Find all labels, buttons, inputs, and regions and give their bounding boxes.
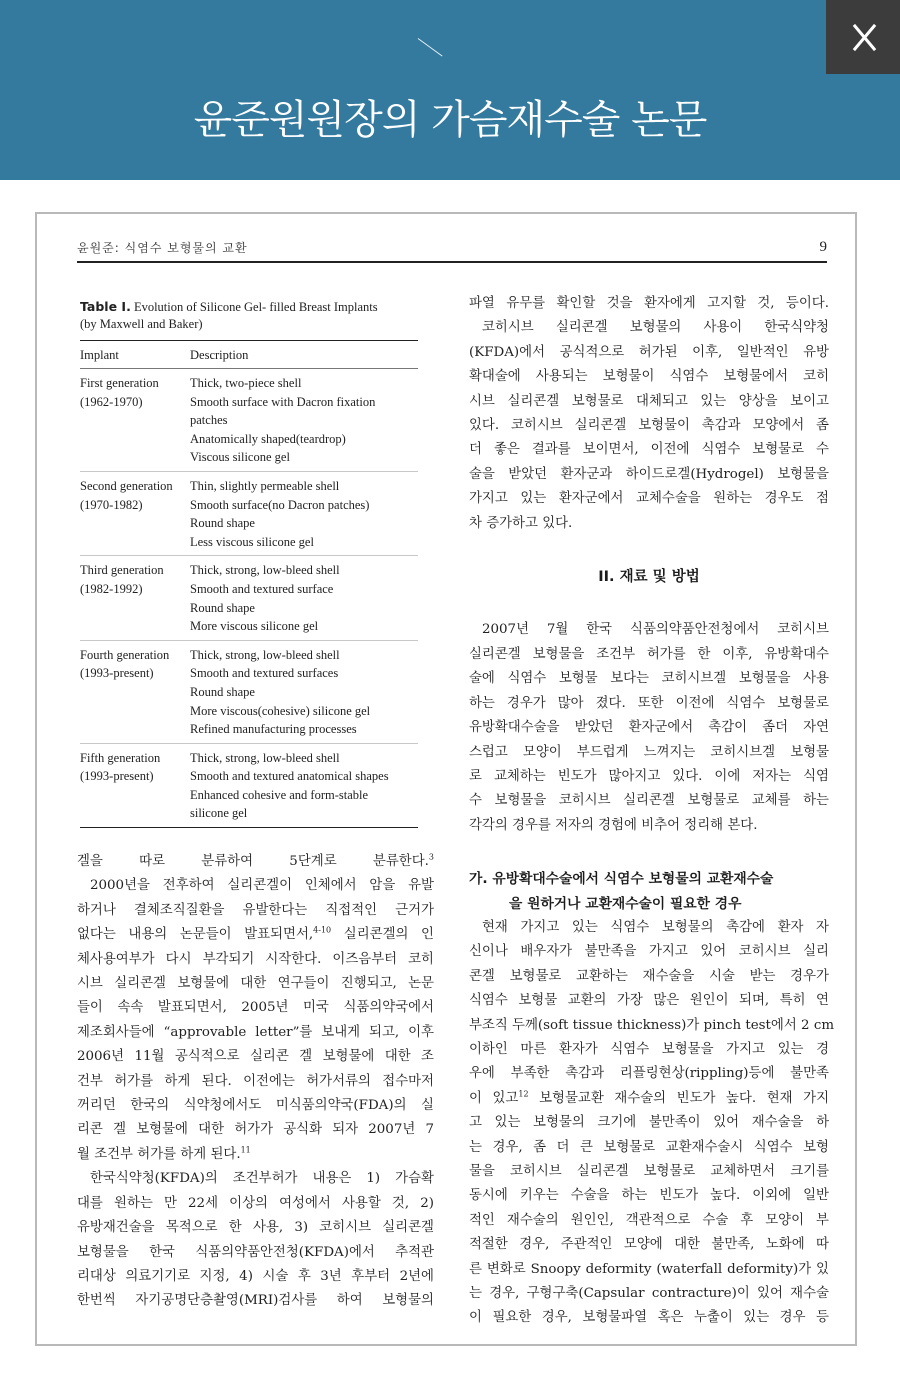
- description-line: Smooth and textured surfaces: [190, 666, 339, 681]
- table-row: [80, 369, 418, 472]
- text-line: 는 경우, 구형구축(Capsular contracture)이 있어 재수술: [469, 1286, 829, 1302]
- description-line: Thick, strong, low-bleed shell: [190, 750, 340, 765]
- text-line: 더 좋은 결과를 보이면서, 이전에 식염수 보형물로 수: [469, 442, 829, 458]
- text-line: 시브 실리콘겔 보형물로 대체되고 있는 양상을 보이고: [469, 393, 829, 409]
- text-line: 스럽고 모양이 부드럽게 느껴지는 코히시브겔 보형물: [469, 744, 829, 760]
- text-line: 2000년을 전후하여 실리콘겔이 인체에서 암을 유발: [90, 878, 434, 894]
- implant-cell: [80, 646, 190, 683]
- table-row: [80, 744, 418, 828]
- description-line: Thick, two-piece shell: [190, 376, 302, 390]
- text-line: 하거나 결체조직질환을 유발한다는 직접적인 근거가: [77, 902, 434, 918]
- text-line: 물을 코히시브 실리콘겔 보형물로 교체하면서 크기를: [469, 1164, 829, 1179]
- description-line: Thick, strong, low-bleed shell: [190, 563, 340, 578]
- text-line: 적인 재수술의 원인인, 객관적으로 수술 후 모양이 부: [469, 1212, 829, 1228]
- text-line: 파열 유무를 확인할 것을 환자에게 고지할 것, 등이다.: [469, 296, 829, 311]
- table-label: Table I.: [80, 299, 131, 314]
- implant-cell: [80, 477, 190, 514]
- text-line: 현재 가지고 있는 식염수 보형물의 촉감에 환자 자: [482, 919, 829, 935]
- description-line: Smooth surface with Dacron fixation: [190, 394, 376, 409]
- text-line: 술을 받았던 환자군과 하이드로겔(Hydrogel) 보형물을: [469, 466, 829, 482]
- implant-years: (1982-1992): [80, 581, 143, 596]
- table-row: [80, 472, 418, 556]
- text-line: 신이나 배우자가 불만족을 가지고 있어 코히시브 실리: [469, 944, 829, 960]
- description-line: Round shape: [190, 684, 255, 699]
- text-line: 한번씩 자기공명단층촬영(MRI)검사를 하여 보형물의: [77, 1293, 434, 1309]
- description-line: Thin, slightly permeable shell: [190, 478, 340, 493]
- table-caption-source: (by Maxwell and Baker): [80, 317, 203, 331]
- text-line: 건부 허가를 하게 된다. 이전에는 허가서류의 접수마저: [77, 1073, 434, 1089]
- text-line: 제조회사들에 “approvable letter”를 보내게 되고, 이후: [77, 1024, 434, 1040]
- implant-cell: [80, 749, 190, 786]
- text-line: 고 있는 보형물의 크기에 불만족이 있어 재수술을 하: [469, 1115, 829, 1131]
- description-line: Smooth surface(no Dacron patches): [190, 497, 370, 512]
- text-line: 유방확대수술을 받았던 환자군에서 촉감이 좀더 자연: [469, 720, 829, 736]
- description-line: Round shape: [190, 600, 255, 615]
- text-line: 른 변화로 Snoopy deformity (waterfall deformity)가 있: [469, 1261, 829, 1277]
- text-line: 체사용여부가 다시 부각되기 시작한다. 이즈음부터 코히: [77, 951, 434, 967]
- table-row: [80, 641, 418, 744]
- table-evolution: [80, 298, 418, 828]
- subsection-heading-line1: 가. 유방확대수술에서 식염수 보형물의 교환재수술: [469, 871, 774, 888]
- table-caption-text: Evolution of Silicone Gel- filled Breast Implants: [133, 300, 378, 314]
- text-line: 리콘 겔 보형물에 대한 허가가 공식화 되자 2007년 7: [77, 1122, 434, 1138]
- implant-generation: Third generation: [80, 563, 164, 578]
- implant-generation: Second generation: [80, 478, 173, 493]
- text-line: 코히시브 실리콘겔 보형물의 사용이 한국식약청: [482, 320, 829, 336]
- text-line: 동시에 키우는 수술을 하는 빈도가 높다. 이외에 일반: [469, 1188, 829, 1204]
- text-line: 는 경우, 좀 더 큰 보형물로 교환재수술시 식염수 보형: [469, 1139, 829, 1155]
- table-caption: [80, 298, 418, 340]
- text-line: 없다는 내용의 논문들이 발표되면서,$^{4-10}$ 실리콘겔의 인: [77, 925, 434, 943]
- description-cell: [190, 477, 418, 551]
- text-line: 유방재건술을 목적으로 한 사용, 3) 코히시브 실리콘겔: [77, 1220, 434, 1236]
- implant-cell: [80, 374, 190, 411]
- paper-page: [35, 212, 857, 1346]
- implant-cell: [80, 561, 190, 598]
- text-line: 식염수 보형물 교환의 가장 많은 원인이 되며, 특히 연: [469, 993, 829, 1009]
- text-line: (KFDA)에서 공식적으로 허가된 이후, 일반적인 유방: [469, 344, 829, 360]
- text-line: 이 있고$^{12}$ 보형물교환 재수술의 빈도가 높다. 현재 가지: [469, 1089, 830, 1106]
- text-line: 각각의 경우를 저자의 경험에 비추어 정리해 본다.: [469, 817, 758, 833]
- running-head: [77, 239, 827, 263]
- text-line: 2007년 7월 한국 식품의약품안전청에서 코히시브: [482, 622, 829, 638]
- implant-years: (1970-1982): [80, 497, 143, 512]
- page-banner: [0, 0, 900, 180]
- page-number: 9: [819, 239, 827, 255]
- text-line: 실리콘겔 보형물을 조건부 허가를 한 이후, 유방확대수: [469, 646, 829, 662]
- implant-generation: Fifth generation: [80, 750, 161, 765]
- text-line: 월 조건부 허가를 하게 된다.$^{11}$: [77, 1145, 251, 1162]
- description-cell: [190, 374, 418, 467]
- description-line: Enhanced cohesive and form-stable: [190, 787, 369, 802]
- text-line: 대를 원하는 만 22세 이상의 여성에서 사용할 것, 2): [77, 1195, 434, 1211]
- text-line: 겔을 따로 분류하여 5단계로 분류한다.$^3$: [77, 852, 434, 869]
- text-line: 차 증가하고 있다.: [469, 515, 573, 531]
- running-head-title: 윤원준: 식염수 보형물의 교환: [77, 241, 248, 255]
- close-button[interactable]: [826, 0, 900, 74]
- text-line: 2006년 11월 공식적으로 실리콘 겔 보형물에 대한 조: [77, 1049, 434, 1065]
- description-cell: [190, 561, 418, 635]
- text-line: 부조직 두께(soft tissue thickness)가 pinch test에서 2 cm: [469, 1017, 835, 1033]
- description-line: Refined manufacturing processes: [190, 722, 357, 737]
- description-line: Thick, strong, low-bleed shell: [190, 647, 340, 662]
- text-line: 보형물을 한국 식품의약품안전청(KFDA)에서 추적관: [77, 1244, 434, 1260]
- right-column-text: [469, 292, 835, 1331]
- implant-generation: Fourth generation: [80, 647, 170, 662]
- description-line: More viscous silicone gel: [190, 619, 319, 634]
- text-line: 있다. 코히시브 실리콘겔 보형물이 촉감과 모양에서 좀: [469, 418, 829, 434]
- page-title: 윤준원원장의 가슴재수술 논문: [193, 97, 707, 143]
- description-cell: [190, 646, 418, 739]
- text-line: 리대상 의료기기로 지정, 4) 시술 후 3년 후부터 2년에: [77, 1268, 434, 1284]
- subsection-heading-line2: 을 원하거나 교환재수술이 필요한 경우: [509, 895, 742, 912]
- table-body: [80, 369, 418, 828]
- text-line: 로 교체하는 빈도가 많아지고 있다. 이에 저자는 식염: [469, 768, 829, 784]
- text-line: 시브 실리콘겔 보형물에 대한 연구들이 진행되고, 논문: [77, 976, 434, 992]
- text-line: 확대술에 사용되는 보형물이 식염수 보형물에서 코히: [469, 369, 829, 385]
- text-line: 한국식약청(KFDA)의 조건부허가 내용은 1) 가슴확: [90, 1171, 434, 1187]
- text-line: 꺼리던 한국의 식약청에서도 미식품의약국(FDA)의 실: [77, 1098, 434, 1114]
- text-line: 콘겔 보형물로 교환하는 재수술을 시술 받는 경우가: [469, 968, 829, 984]
- implant-years: (1993-present): [80, 769, 154, 784]
- text-line: 수 보형물을 코히시브 실리콘겔 보형물로 교체를 하는: [469, 793, 829, 809]
- description-line: silicone gel: [190, 806, 248, 821]
- description-line: patches: [190, 413, 228, 428]
- description-line: Round shape: [190, 516, 255, 531]
- implant-years: (1993-present): [80, 666, 154, 681]
- section-title: II. 재료 및 방법: [598, 569, 700, 586]
- text-line: 우에 부족한 촉감과 리플링현상(rippling)등에 불만족: [469, 1066, 829, 1082]
- col-header-description: Description: [190, 348, 249, 362]
- description-line: Smooth and textured anatomical shapes: [190, 769, 389, 784]
- text-line: 이하인 마른 환자가 식염수 보형물을 가지고 있는 경: [469, 1041, 829, 1057]
- description-line: Less viscous silicone gel: [190, 534, 314, 549]
- table-header: [80, 340, 418, 369]
- decorative-slash-icon: [418, 38, 443, 56]
- text-line: 이 필요한 경우, 보형물파열 혹은 누출이 있는 경우 등: [469, 1310, 829, 1326]
- left-column-text: [77, 850, 434, 1314]
- description-line: Viscous silicone gel: [190, 450, 290, 465]
- description-line: More viscous(cohesive) silicone gel: [190, 703, 371, 718]
- description-line: Anatomically shaped(teardrop): [190, 431, 346, 446]
- text-line: 하는 경우가 많아 졌다. 또한 이전에 식염수 보형물로: [469, 695, 829, 711]
- text-line: 적절한 경우, 주관적인 모양에 대한 불만족, 노화에 따: [469, 1237, 829, 1253]
- text-line: 가지고 있는 환자군에서 교체수술을 원하는 경우도 점: [469, 491, 829, 507]
- description-cell: [190, 749, 418, 823]
- text-line: 술에 식염수 보형물 보다는 코히시브겔 보형물을 사용: [469, 671, 829, 687]
- subsection-heading: [469, 867, 829, 916]
- implant-generation: First generation: [80, 376, 159, 390]
- table-row: [80, 556, 418, 640]
- implant-years: (1962-1970): [80, 394, 143, 409]
- col-header-implant: Implant: [80, 348, 119, 362]
- text-line: 들이 속속 발표되면서, 2005년 미국 식품의약국에서: [77, 1000, 434, 1016]
- description-line: Smooth and textured surface: [190, 581, 334, 596]
